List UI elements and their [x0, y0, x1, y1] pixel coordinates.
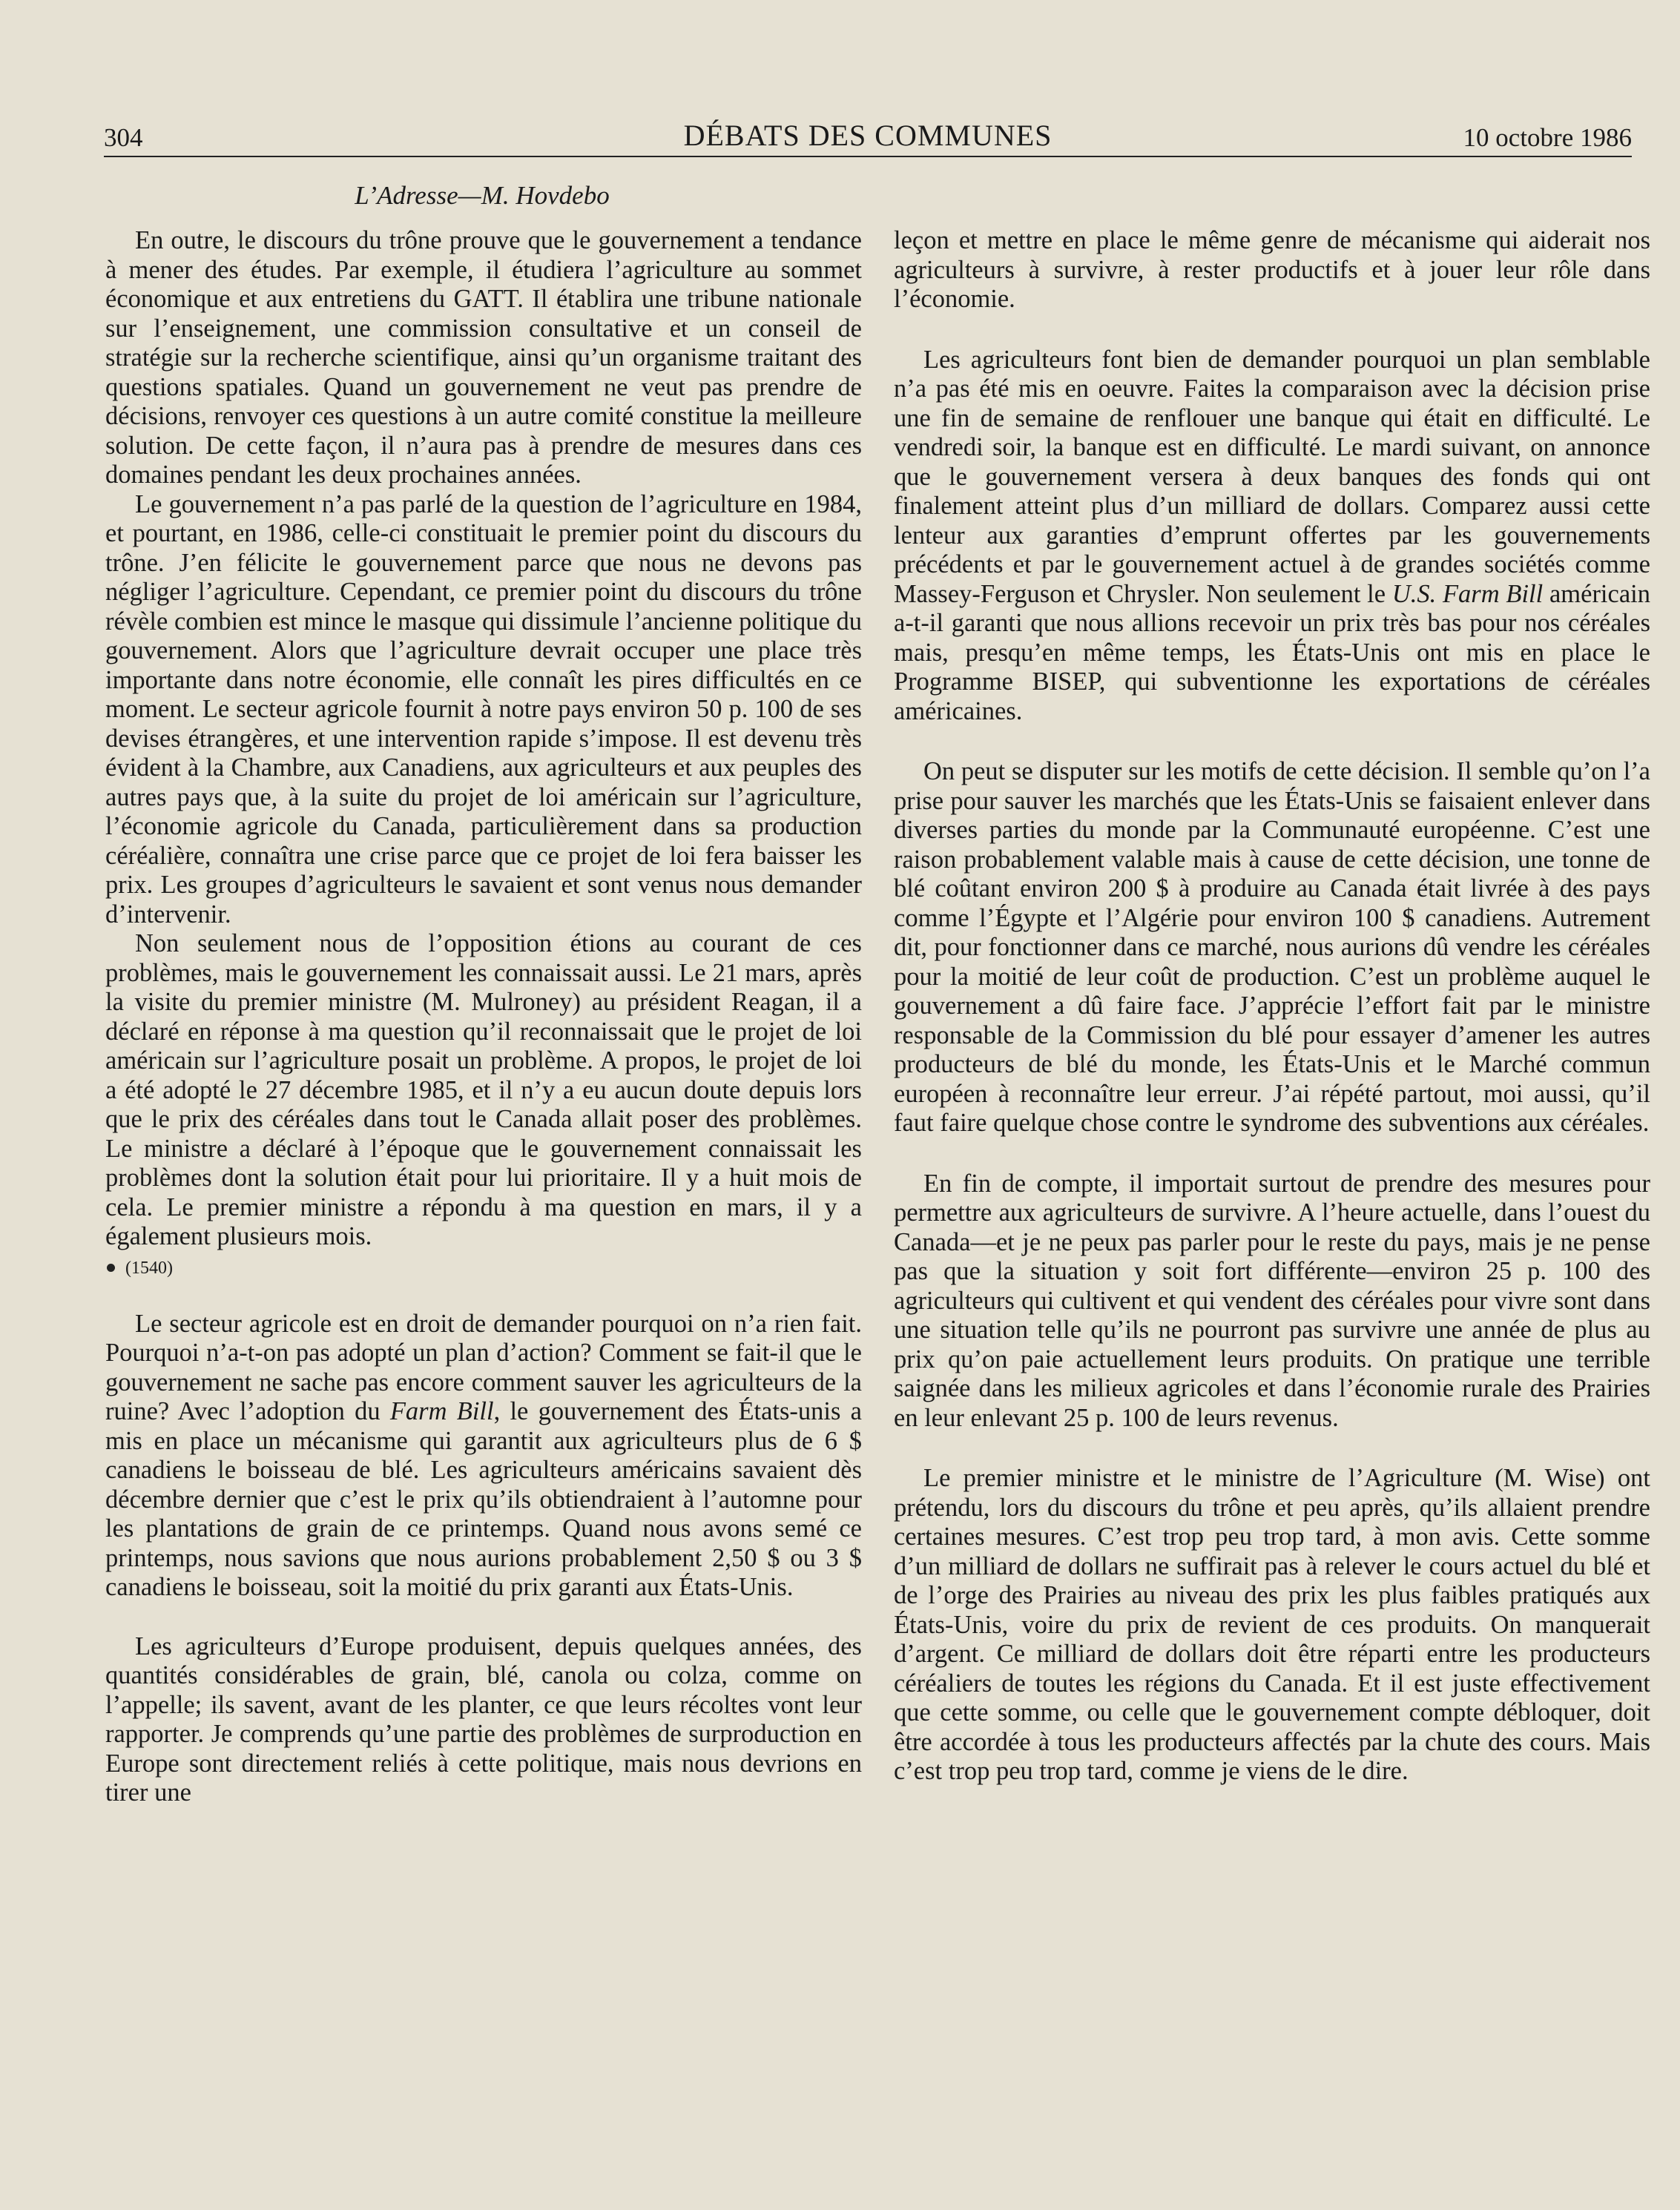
paragraph: Le gouvernement n’a pas parlé de la question de l’agriculture en 1984, et pourtant, en 1986, celle-ci constituait le premier point du discours du trône. J’en félicite le gouvernement parce que nous ne devons pas négliger l’agriculture. Cependant, ce premier point du discours du trône révèle combien est mince le masque qui dissimule l’ancienne politique du gouvernement. Alors que l’agriculture devrait occuper une place très importante dans notre économie, elle connaît les pires difficultés en ce moment. Le secteur agricole fournit à notre pays environ 50 p. 100 de ses devises étrangères, et une intervention rapide s’impose. Il est devenu très évident à la Chambre, aux Canadiens, aux agriculteurs et aux peuples des autres pays que, à la suite du projet de loi américain sur l’agriculture, l’économie agricole du Canada, particulièrement dans sa production céréalière, connaîtra une crise parce que ce projet de loi fera baisser les prix. Les groupes d’agriculteurs le savaient et sont venus nous demander d’intervenir. [105, 489, 862, 928]
page-number: 304 [104, 123, 143, 152]
paragraph [894, 346, 1650, 727]
paragraph-text: américain a-t-il garanti que nous allions recevoir un prix très bas pour nos céréales mais, presqu’en même temps, les États-Unis ont mis en place le Programme BISEP, qui subventionne les exportations de céréales américaines. [894, 579, 1650, 725]
section-subheader: L’Adresse—M. Hovdebo [355, 181, 610, 210]
paragraph: On peut se disputer sur les motifs de cette décision. Il semble qu’on l’a prise pour sauver les marchés que les États-Unis se faisaient enlever dans diverses parties du monde par la Communauté européenne. C’est une raison probablement valable mais à cause de cette décision, une tonne de blé coûtant environ 200 $ à produire au Canada était livrée à des pays comme l’Égypte et l’Algérie pour environ 100 $ canadiens. Autrement dit, pour fonctionner dans ce marché, nous aurions dû vendre les céréales pour la moitié de leur coût de production. C’est un problème auquel le gouvernement a dû faire face. J’apprécie l’effort fait par le ministre responsable de la Commission du blé pour essayer d’amener les autres producteurs de blé du monde, les États-Unis et le Marché commun européen à reconnaître leur erreur. J’ai répété partout, moi aussi, qu’il faut faire quelque chose contre le syndrome des subventions aux céréales. [894, 757, 1650, 1137]
right-column [894, 226, 1650, 1787]
paragraph: Le premier ministre et le ministre de l’Agriculture (M. Wise) ont prétendu, lors du discours du trône et peu après, qu’ils allaient prendre certaines mesures. C’est trop peu trop tard, à mon avis. Cette somme d’un milliard de dollars ne suffirait pas à relever le cours actuel du blé et de l’orge des Prairies au niveau des prix les plus faibles pratiqués aux États-Unis, voire du prix de revient de ces produits. On manquerait d’argent. Ce milliard de dollars doit être réparti entre les producteurs céréaliers de toutes les régions du Canada. Et il est juste effectivement que cette somme, ou celle que le gouvernement compte débloquer, doit être accordée à tous les producteurs affectés par la chute des cours. Mais c’est trop peu trop tard, comme je viens de le dire. [894, 1464, 1650, 1785]
time-marker [105, 1253, 862, 1283]
paragraph-text: , le gouvernement des États-unis a mis en place un mécanisme qui garantit aux agriculteurs plus de 6 $ canadiens le boisseau de blé. Les agriculteurs américains savaient dès décembre dernier que c’est le prix qu’ils obtiendraient à l’automne pour les plantations de grain de ce printemps. Quand nous avons semé ce printemps, nous savions que nous aurions probablement 2,50 $ ou 3 $ canadiens le boisseau, soit la moitié du prix garanti aux États-Unis. [105, 1397, 862, 1601]
left-column [105, 226, 862, 1808]
page-header [104, 119, 1632, 157]
paragraph: Non seulement nous de l’opposition étions au courant de ces problèmes, mais le gouvernement les connaissait aussi. Le 21 mars, après la visite du premier ministre (M. Mulroney) au président Reagan, il a déclaré en réponse à ma question qu’il reconnaissait que le projet de loi américain sur l’agriculture posait un problème. A propos, le projet de loi a été adopté le 27 décembre 1985, et il n’y a eu aucun doute depuis lors que le prix des céréales dans tout le Canada allait poser des problèmes. Le ministre a déclaré à l’époque que le gouvernement connaissait les problèmes dont la solution était pour lui prioritaire. Il y a huit mois de cela. Le premier ministre a répondu à ma question en mars, il y a également plusieurs mois. [105, 929, 862, 1250]
paragraph [105, 1310, 862, 1603]
italic-term: U.S. Farm Bill [1391, 579, 1544, 608]
paragraph: En fin de compte, il importait surtout de prendre des mesures pour permettre aux agriculteurs de survivre. A l’heure actuelle, dans l’ouest du Canada—et je ne peux pas parler pour le reste du pays, mais je ne pense pas que la situation y soit fort différente—environ 25 p. 100 des agriculteurs qui cultivent et qui vendent des céréales pour vivre sont dans une situation telle qu’ils ne pourront pas survivre une année de plus au prix qu’on paie actuellement leurs produits. On pratique une terrible saignée dans les milieux agricoles et dans l’économie rurale des Prairies en leur enlevant 25 p. 100 de leurs revenus. [894, 1169, 1650, 1432]
publication-title: DÉBATS DES COMMUNES [683, 119, 1053, 152]
paragraph-text: Le secteur agricole est en droit de demander pourquoi on n’a rien fait. Pourquoi n’a-t-on pas adopté un plan d’action? Comment se fait-il que le gouvernement ne sache pas encore comment sauver les agriculteurs de la ruine? Avec l’adoption du [105, 1309, 862, 1425]
paragraph-text: Les agriculteurs font bien de demander pourquoi un plan semblable n’a pas été mis en oeuvre. Faites la comparaison avec la décision prise une fin de semaine de renflouer une banque qui était en difficulté. Le vendredi soir, la banque est en difficulté. Le mardi suivant, on annonce que le gouvernement versera à deux banques des fonds qui ont finalement atteint plus d’un milliard de dollars. Comparez aussi cette lenteur aux garanties d’emprunt offertes par les gouvernements précédents et par le gouvernement actuel à de grandes sociétés comme Massey-Ferguson et Chrysler. Non seulement le [894, 345, 1650, 608]
paragraph: leçon et mettre en place le même genre de mécanisme qui aiderait nos agriculteurs à survivre, à rester productifs et à jouer leur rôle dans l’économie. [894, 226, 1650, 313]
paragraph: Les agriculteurs d’Europe produisent, depuis quelques années, des quantités considérables de grain, blé, canola ou colza, comme on l’appelle; ils savent, avant de les planter, ce que leurs récoltes vont leur rapporter. Je comprends qu’une partie des problèmes de surproduction en Europe sont directement reliés à cette politique, mais nous devrions en tirer une [105, 1632, 862, 1807]
bullet-icon [107, 1264, 115, 1272]
italic-term: Farm Bill [389, 1397, 494, 1425]
time-marker-label: (1540) [125, 1258, 173, 1278]
publication-date: 10 octobre 1986 [1463, 123, 1632, 152]
paragraph: En outre, le discours du trône prouve que le gouvernement a tendance à mener des études. Par exemple, il étudiera l’agriculture au sommet économique et aux entretiens du GATT. Il établira une tribune nationale sur l’enseignement, une commission consultative et un conseil de stratégie sur la recherche scientifique, ainsi qu’un organisme traitant des questions spatiales. Quand un gouvernement ne veut pas prendre de décisions, renvoyer ces questions à un autre comité constitue la meilleure solution. De cette façon, il n’aura pas à prendre de mesures dans ces domaines pendant les deux prochaines années. [105, 226, 862, 489]
